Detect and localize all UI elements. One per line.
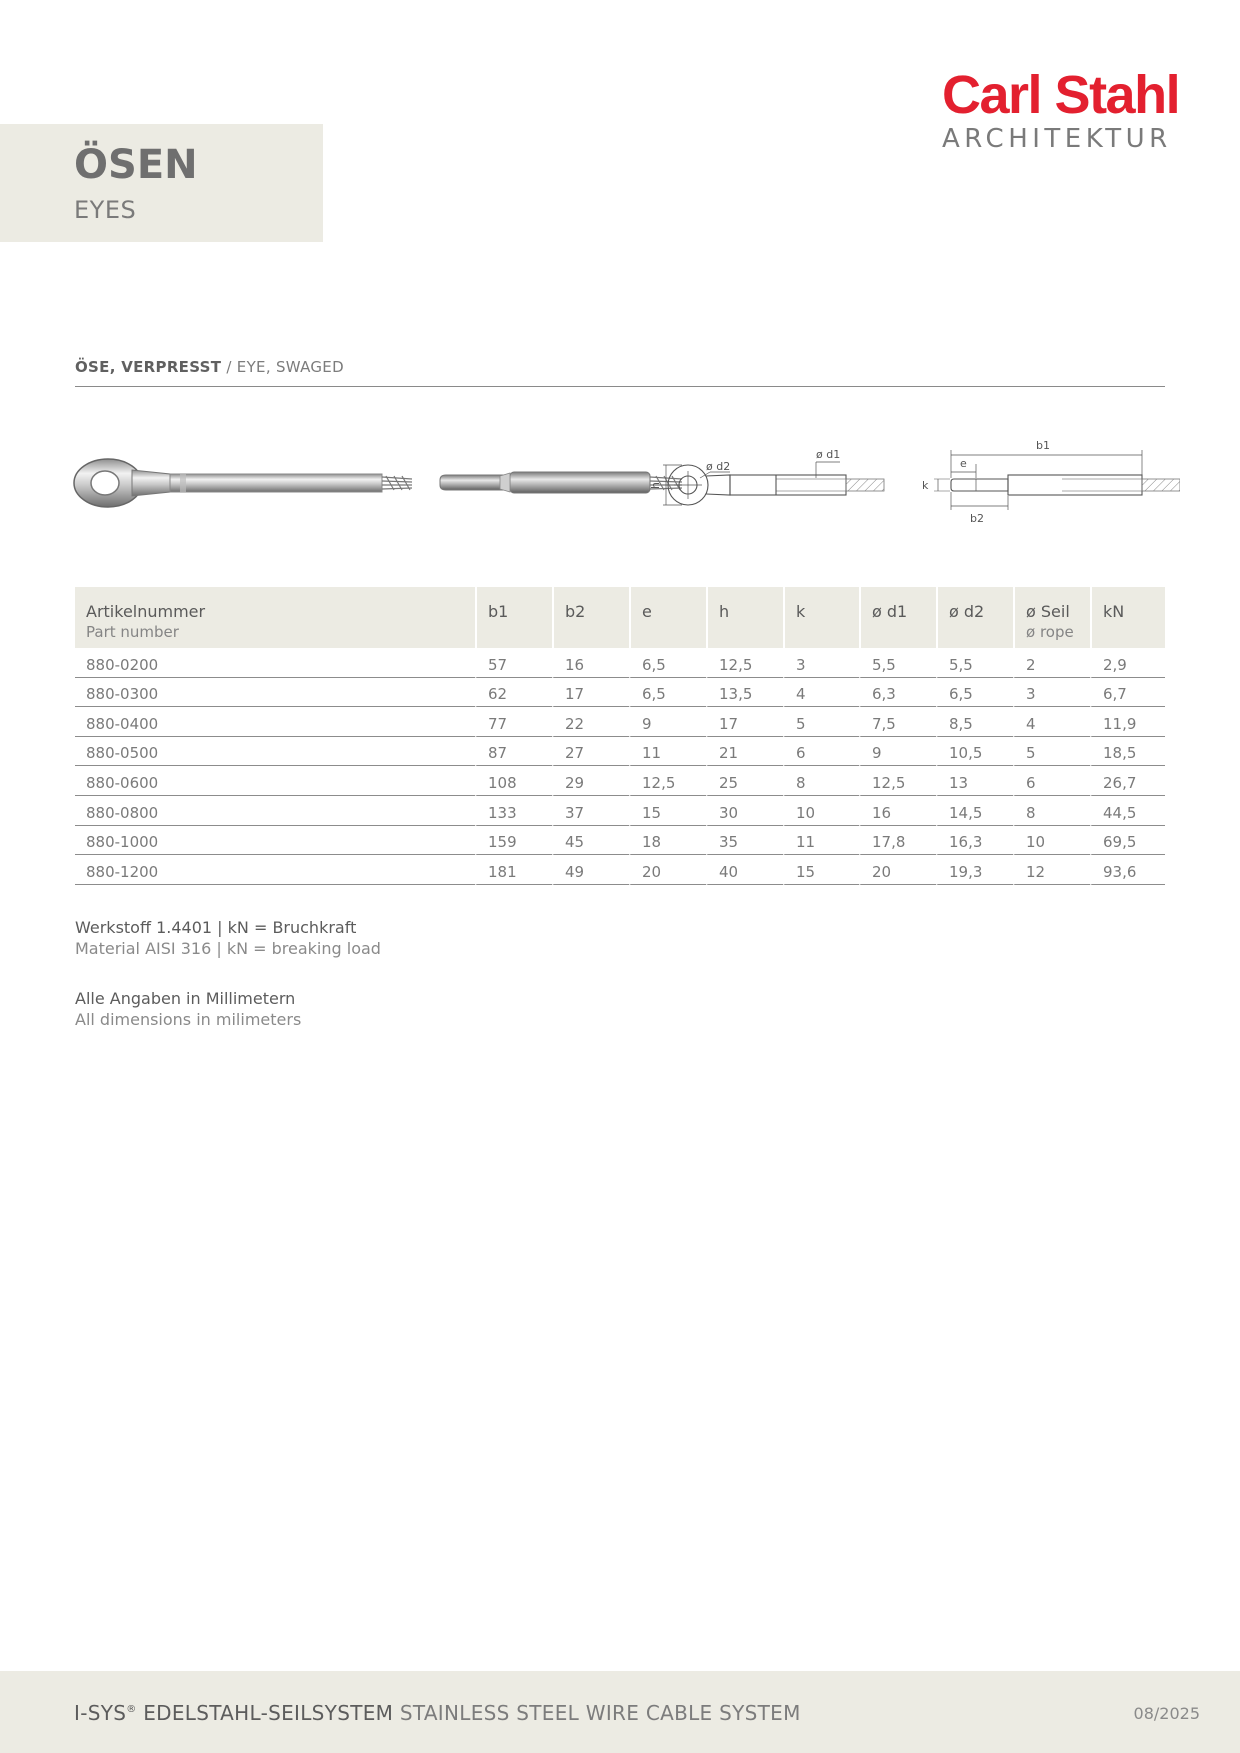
column-header: [859, 587, 936, 648]
footer-date: 08/2025: [1133, 1704, 1200, 1723]
table-cell: 6,3: [859, 678, 936, 708]
table-cell: 57: [475, 648, 552, 678]
table-cell: 5,5: [859, 648, 936, 678]
brand-logo: [942, 65, 1188, 154]
label-h: h: [649, 482, 662, 489]
table-row: [75, 737, 1165, 767]
table-row: [75, 707, 1165, 737]
column-header-sublabel: ø rope: [1026, 623, 1074, 641]
table-cell: 27: [552, 737, 629, 767]
table-cell: 5: [783, 707, 859, 737]
table-cell: 2: [1013, 648, 1090, 678]
table-cell: 22: [552, 707, 629, 737]
table-cell: 30: [706, 796, 783, 826]
table-cell: 35: [706, 826, 783, 856]
part-number-cell: 880-1000: [75, 826, 475, 856]
label-d2: ø d2: [706, 460, 731, 473]
table-cell: 16: [859, 796, 936, 826]
logo-division: ARCHITEKTUR: [942, 124, 1172, 154]
page-subtitle: EYES: [74, 196, 137, 224]
column-header-label: b1: [488, 602, 509, 621]
table-body: [75, 648, 1165, 885]
table-cell: 20: [859, 855, 936, 885]
column-header: [1090, 587, 1165, 648]
table-row: [75, 766, 1165, 796]
part-number-cell: 880-0600: [75, 766, 475, 796]
column-header: [75, 587, 475, 648]
table-row: [75, 678, 1165, 708]
column-header: [936, 587, 1013, 648]
part-number-cell: 880-0500: [75, 737, 475, 767]
table-cell: 10: [783, 796, 859, 826]
logo-brand-name: Carl Stahl: [942, 65, 1180, 125]
table-cell: 9: [859, 737, 936, 767]
table-cell: 7,5: [859, 707, 936, 737]
column-header-label: ø Seil: [1026, 602, 1070, 621]
table-cell: 16: [552, 648, 629, 678]
table-cell: 12: [1013, 855, 1090, 885]
product-figures: [70, 420, 1180, 530]
table-cell: 49: [552, 855, 629, 885]
column-header-label: b2: [565, 602, 586, 621]
table-cell: 11: [783, 826, 859, 856]
part-number-cell: 880-0400: [75, 707, 475, 737]
table-cell: 9: [629, 707, 706, 737]
table-header-row: [75, 587, 1165, 648]
column-header-label: ø d2: [949, 602, 985, 621]
section-divider: [75, 386, 1165, 387]
table-cell: 11: [629, 737, 706, 767]
table-cell: 14,5: [936, 796, 1013, 826]
table-cell: 12,5: [629, 766, 706, 796]
table-cell: 10: [1013, 826, 1090, 856]
section-heading-en: EYE, SWAGED: [236, 358, 344, 376]
label-b1: b1: [1036, 439, 1050, 452]
footer-brand: I-SYS: [74, 1701, 127, 1725]
table-cell: 37: [552, 796, 629, 826]
table-cell: 12,5: [859, 766, 936, 796]
table-cell: 5: [1013, 737, 1090, 767]
table-cell: 13,5: [706, 678, 783, 708]
column-header-label: e: [642, 602, 652, 621]
table-row: [75, 648, 1165, 678]
table-cell: 108: [475, 766, 552, 796]
label-k: k: [922, 479, 929, 492]
table-cell: 17: [706, 707, 783, 737]
table-cell: 4: [1013, 707, 1090, 737]
table-cell: 15: [783, 855, 859, 885]
table-cell: 77: [475, 707, 552, 737]
table-cell: 93,6: [1090, 855, 1165, 885]
section-heading-separator: /: [221, 358, 237, 376]
table-cell: 20: [629, 855, 706, 885]
table-cell: 15: [629, 796, 706, 826]
table-cell: 29: [552, 766, 629, 796]
part-number-cell: 880-0300: [75, 678, 475, 708]
column-header-label: h: [719, 602, 730, 621]
table-cell: 69,5: [1090, 826, 1165, 856]
table-row: [75, 796, 1165, 826]
table-cell: 6,5: [629, 648, 706, 678]
column-header: [552, 587, 629, 648]
eye-drawing-side: [663, 462, 884, 505]
table-cell: 6,5: [629, 678, 706, 708]
table-cell: 6: [783, 737, 859, 767]
label-d1: ø d1: [816, 448, 841, 461]
column-header-label: Artikelnummer: [86, 602, 206, 621]
table-row: [75, 855, 1165, 885]
eye-photo-top: [440, 472, 682, 493]
section-heading-de: ÖSE, VERPRESST: [75, 358, 222, 376]
column-header-label: kN: [1103, 602, 1125, 621]
table-cell: 16,3: [936, 826, 1013, 856]
note-dimensions: [75, 988, 301, 1030]
specifications-table: [75, 587, 1165, 885]
table-cell: 18: [629, 826, 706, 856]
eye-photo-side: [74, 459, 412, 507]
note-dimensions-en: All dimensions in milimeters: [75, 1010, 302, 1029]
table-cell: 8: [783, 766, 859, 796]
table-cell: 62: [475, 678, 552, 708]
table-cell: 19,3: [936, 855, 1013, 885]
table-cell: 6,5: [936, 678, 1013, 708]
table-cell: 87: [475, 737, 552, 767]
table-cell: 159: [475, 826, 552, 856]
table-cell: 44,5: [1090, 796, 1165, 826]
table-cell: 2,9: [1090, 648, 1165, 678]
table-cell: 21: [706, 737, 783, 767]
table-cell: 6: [1013, 766, 1090, 796]
table-cell: 18,5: [1090, 737, 1165, 767]
table-cell: 4: [783, 678, 859, 708]
column-header-label: k: [796, 602, 806, 621]
column-header: [1013, 587, 1090, 648]
page-title-box: [0, 124, 323, 242]
table-row: [75, 826, 1165, 856]
table-cell: 5,5: [936, 648, 1013, 678]
table-cell: 11,9: [1090, 707, 1165, 737]
column-header: [629, 587, 706, 648]
column-header: [783, 587, 859, 648]
footer-title-de: EDELSTAHL-SEILSYSTEM: [136, 1701, 394, 1725]
note-material-de: Werkstoff 1.4401 | kN = Bruchkraft: [75, 918, 357, 937]
footer-title-en: STAINLESS STEEL WIRE CABLE SYSTEM: [393, 1701, 801, 1725]
column-header-label: ø d1: [872, 602, 908, 621]
table-cell: 6,7: [1090, 678, 1165, 708]
label-e: e: [960, 457, 967, 470]
table-cell: 13: [936, 766, 1013, 796]
part-number-cell: 880-1200: [75, 855, 475, 885]
eye-drawing-top: [934, 450, 1180, 510]
column-header-sublabel: Part number: [86, 623, 179, 641]
column-header: [706, 587, 783, 648]
table-cell: 26,7: [1090, 766, 1165, 796]
table-cell: 10,5: [936, 737, 1013, 767]
part-number-cell: 880-0800: [75, 796, 475, 826]
table-cell: 12,5: [706, 648, 783, 678]
footer-title: [74, 1701, 801, 1725]
table-cell: 133: [475, 796, 552, 826]
table-cell: 181: [475, 855, 552, 885]
note-material: [75, 917, 381, 959]
column-header: [475, 587, 552, 648]
table-cell: 45: [552, 826, 629, 856]
table-cell: 8,5: [936, 707, 1013, 737]
note-dimensions-de: Alle Angaben in Millimetern: [75, 989, 296, 1008]
table-cell: 40: [706, 855, 783, 885]
section-heading: [75, 358, 1165, 376]
table-cell: 17: [552, 678, 629, 708]
page-title: ÖSEN: [74, 142, 198, 188]
note-material-en: Material AISI 316 | kN = breaking load: [75, 939, 381, 958]
footer-trademark: ®: [126, 1704, 137, 1715]
table-cell: 3: [783, 648, 859, 678]
label-b2: b2: [970, 512, 984, 525]
table-cell: 3: [1013, 678, 1090, 708]
table-cell: 8: [1013, 796, 1090, 826]
table-cell: 25: [706, 766, 783, 796]
page-footer: [0, 1671, 1240, 1753]
part-number-cell: 880-0200: [75, 648, 475, 678]
table-cell: 17,8: [859, 826, 936, 856]
